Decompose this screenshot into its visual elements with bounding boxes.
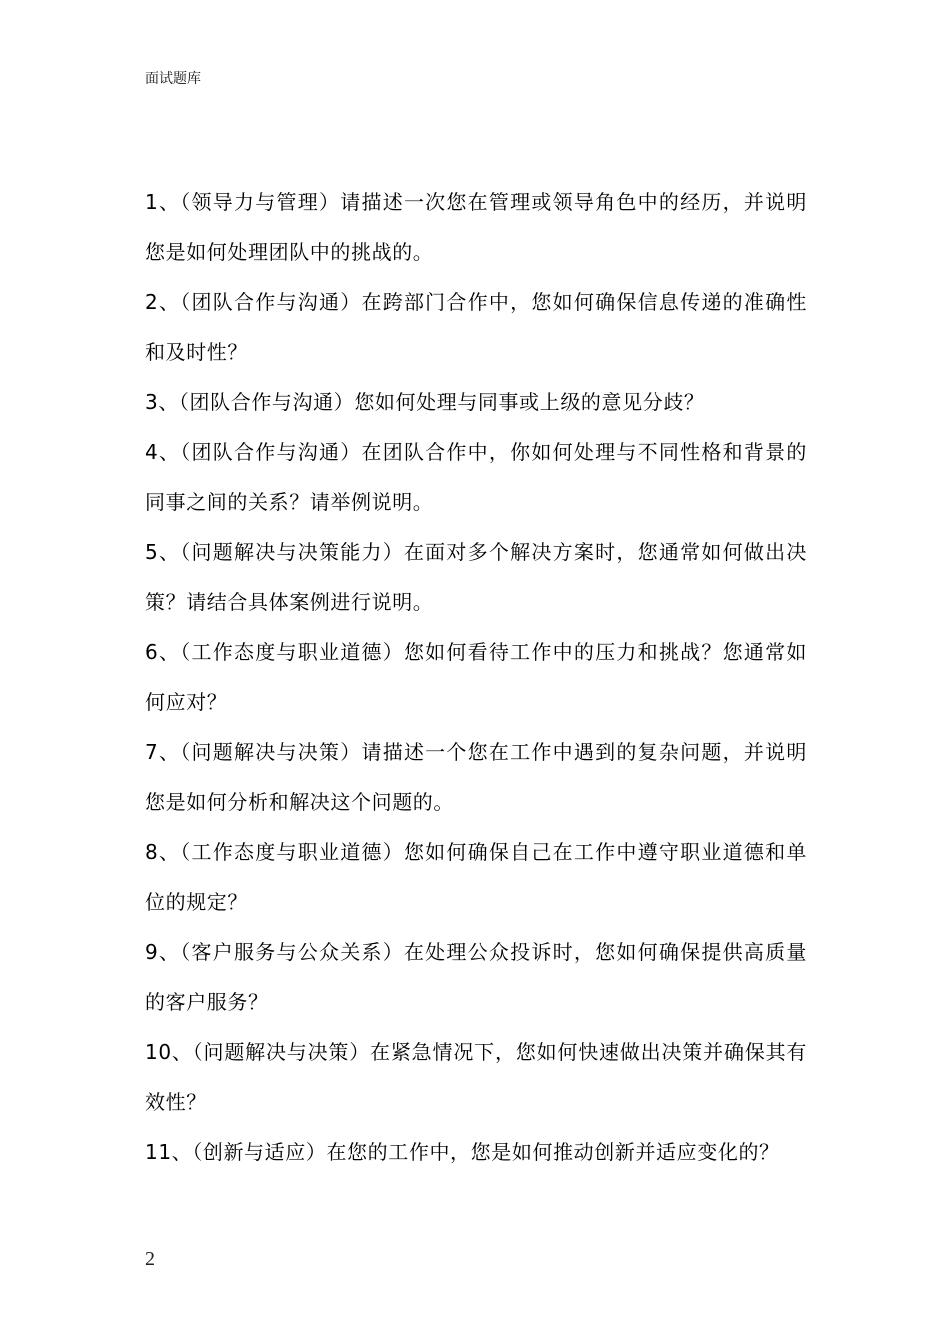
question-item: 8、（工作态度与职业道德）您如何确保自己在工作中遵守职业道德和单位的规定？ — [145, 840, 807, 914]
question-item: 9、（客户服务与公众关系）在处理公众投诉时，您如何确保提供高质量的客户服务？ — [145, 940, 807, 1014]
page-number: 2 — [145, 1248, 155, 1270]
question-list — [145, 177, 807, 1177]
question-item: 1、（领导力与管理）请描述一次您在管理或领导角色中的经历，并说明您是如何处理团队中的挑战的。 — [145, 190, 807, 264]
page-header: 面试题库 — [145, 71, 201, 87]
question-item: 11、（创新与适应）在您的工作中，您是如何推动创新并适应变化的？ — [145, 1140, 780, 1164]
question-item: 10、（问题解决与决策）在紧急情况下，您如何快速做出决策并确保其有效性？ — [145, 1040, 807, 1114]
question-item: 3、（团队合作与沟通）您如何处理与同事或上级的意见分歧？ — [145, 390, 705, 414]
question-item: 6、（工作态度与职业道德）您如何看待工作中的压力和挑战？您通常如何应对？ — [145, 640, 807, 714]
question-item: 2、（团队合作与沟通）在跨部门合作中，您如何确保信息传递的准确性和及时性？ — [145, 290, 807, 364]
question-item: 5、（问题解决与决策能力）在面对多个解决方案时，您通常如何做出决策？请结合具体案例进行说明。 — [145, 540, 807, 614]
question-item: 7、（问题解决与决策）请描述一个您在工作中遇到的复杂问题，并说明您是如何分析和解决这个问题的。 — [145, 740, 807, 814]
question-item: 4、（团队合作与沟通）在团队合作中，你如何处理与不同性格和背景的同事之间的关系？请举例说明。 — [145, 440, 807, 514]
